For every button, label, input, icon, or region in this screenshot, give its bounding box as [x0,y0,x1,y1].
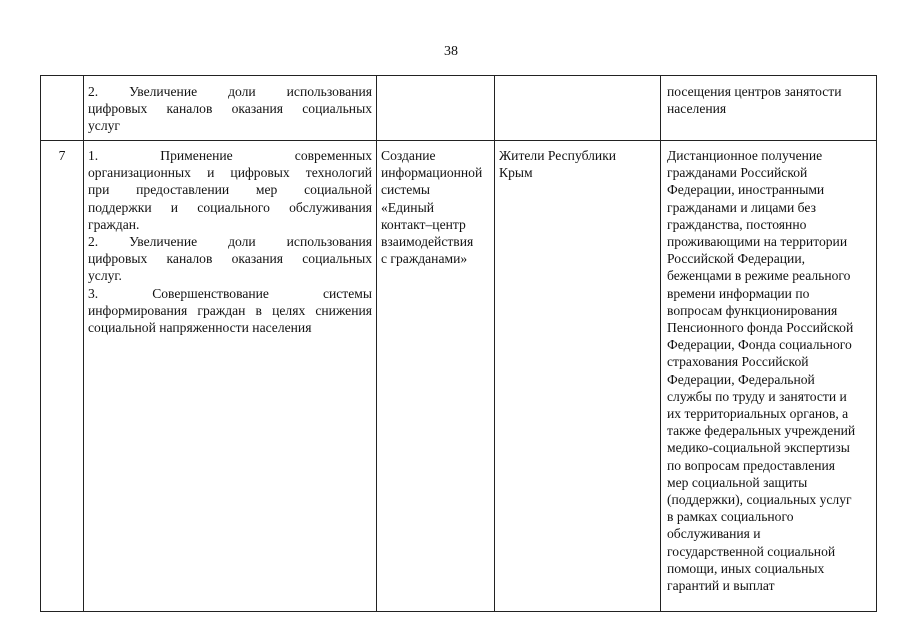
result-cell [660,141,876,611]
project-line: с гражданами» [381,251,468,267]
row-number-cell: 7 [58,148,66,163]
project-line: взаимодействия [381,234,474,250]
measure-line: организационных и цифровых технологий [88,165,372,181]
measure-line: услуг. [88,268,122,284]
target-line: Жители Республики [499,148,617,163]
result-line: гражданства, постоянно [667,216,807,232]
result-line: времени информации по [667,285,810,301]
result-line: гражданами и лицами без [667,199,816,215]
project-line: контакт–центр [381,216,466,232]
table-row-7 [41,140,876,611]
result-line: медико-социальной экспертизы [667,440,850,456]
measure-line: 3. Совершенствование системы [88,285,372,301]
result-line: страхования Российской [667,354,809,370]
measure-line: при предоставлении мер социальной [88,182,372,198]
result-line: Российской Федерации, [667,251,805,267]
result-line: в рамках социального [667,509,794,525]
row-number-cell [41,76,83,140]
measure-line: поддержки и социального обслуживания [88,199,372,215]
result-line: помощи, иных социальных [667,560,825,576]
measure-line: граждан. [88,216,140,232]
result-cell [660,76,876,140]
result-line: также федеральных учреждений [667,423,856,439]
result-line: посещения центров занятости [667,84,842,99]
page-number: 38 [444,44,458,59]
result-line: гражданами Российской [667,165,808,181]
result-line: гарантий и выплат [667,578,775,594]
document-table [40,75,877,612]
result-line: службы по труду и занятости и [667,388,847,404]
measure-line: 2. Увеличение доли использования [88,84,372,99]
result-line: Федерации, иностранными [667,182,825,198]
result-line: Дистанционное получение [667,148,823,163]
measure-line: 2. Увеличение доли использования [88,234,372,250]
table-row-continuation [41,76,876,140]
project-cell [376,141,494,611]
result-line: их территориальных органов, а [667,406,849,422]
result-line: Пенсионного фонда Российской [667,320,854,336]
measures-cell [83,141,376,611]
result-line: беженцами в режиме реального [667,268,851,284]
result-line: государственной социальной [667,543,836,559]
measure-line: информирования граждан в целях снижения [88,302,372,318]
measure-line: 1. Применение современных [88,148,372,163]
measures-cell [83,76,376,140]
target-line: Крым [499,165,533,181]
result-line: вопросам функционирования [667,302,838,318]
result-line: Федерации, Федеральной [667,371,815,387]
project-cell [376,76,494,140]
project-line: информационной [381,165,483,181]
measure-line: цифровых каналов оказания социальных [88,251,372,267]
result-line: по вопросам предоставления [667,457,836,473]
target-cell [494,141,660,611]
result-line: обслуживания и [667,526,761,542]
measure-line: цифровых каналов оказания социальных [88,101,372,117]
result-line: населения [667,101,727,117]
target-cell [494,76,660,140]
project-line: «Единый [381,199,434,215]
result-line: проживающими на территории [667,234,848,250]
measure-line: услуг [88,118,120,134]
project-line: системы [381,182,431,198]
result-line: мер социальной защиты [667,474,808,490]
project-line: Создание [381,148,436,163]
measure-line: социальной напряженности населения [88,320,312,336]
result-line: Федерации, Фонда социального [667,337,852,353]
result-line: (поддержки), социальных услуг [667,492,852,508]
